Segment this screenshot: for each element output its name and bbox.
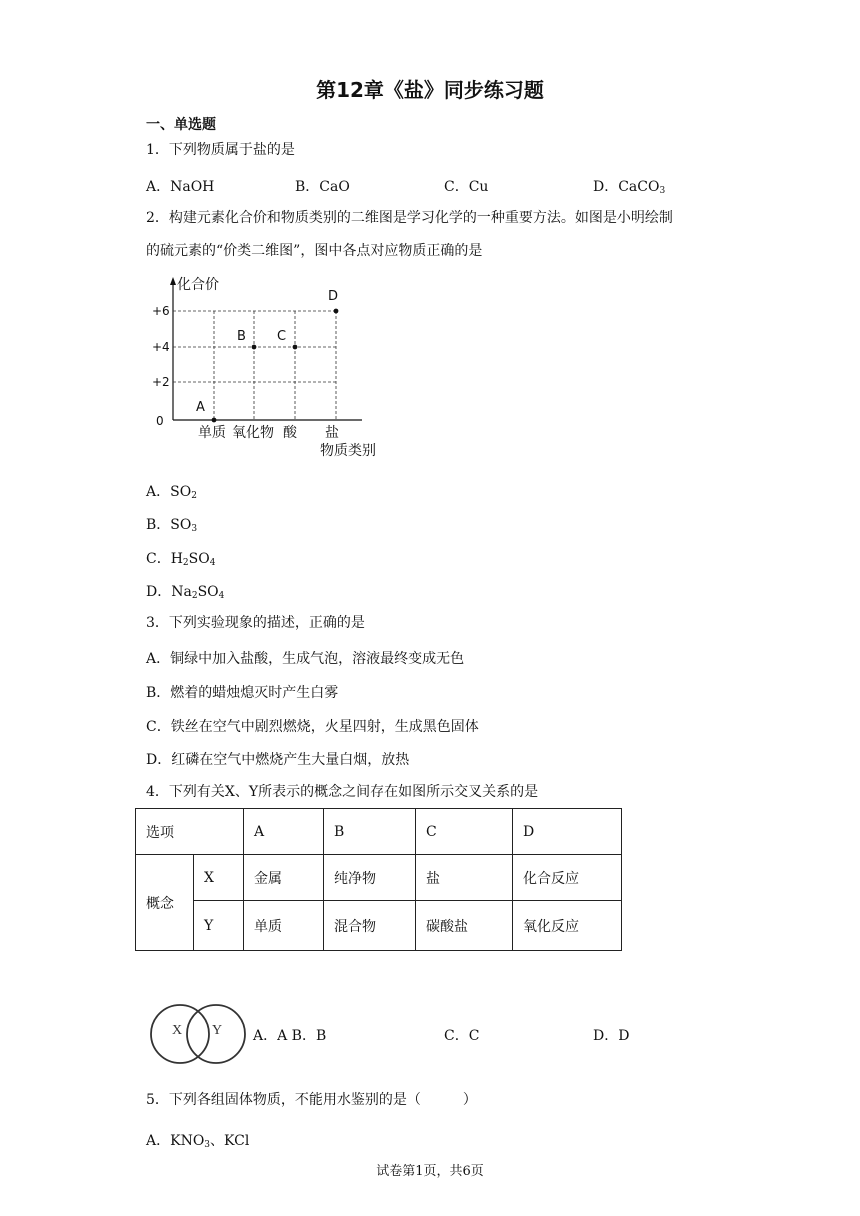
category-acid: 酸 [283, 425, 297, 441]
point-a-label: A [196, 400, 205, 415]
q2-option-c: C．$H_2SO_4$ [146, 551, 216, 568]
cell-y-c: 碳酸盐 [416, 901, 513, 951]
question-2-stem-line1: 2．构建元素化合价和物质类别的二维图是学习化学的一种重要方法。如图是小明绘制 [146, 210, 673, 226]
section-heading: 一、单选题 [146, 117, 216, 133]
q4-option-ab: A．A B．B [253, 1028, 327, 1044]
page-footer: 试卷第1页，共6页 [376, 1164, 484, 1179]
y-axis-label: 化合价 [177, 277, 219, 293]
row-x-label: X [194, 855, 244, 901]
point-b-marker [252, 345, 257, 350]
page-title: 第12章《盐》同步练习题 [316, 78, 544, 102]
q4-option-d: D．D [593, 1028, 630, 1044]
q5-option-a: A．$KNO_3$、KCl [146, 1133, 250, 1150]
cell-y-b: 混合物 [324, 901, 416, 951]
q3-option-d: D．红磷在空气中燃烧产生大量白烟，放热 [146, 752, 410, 768]
question-1-stem: 1．下列物质属于盐的是 [146, 142, 295, 158]
venn-canvas [146, 1003, 250, 1065]
cell-x-d: 化合反应 [513, 855, 622, 901]
point-b-label: B [237, 329, 246, 344]
valence-category-graph [140, 268, 400, 468]
header-b: B [324, 809, 416, 855]
table-header-row [136, 809, 622, 855]
header-option: 选项 [136, 809, 244, 855]
q2-option-b: B．$SO_3$ [146, 517, 198, 534]
category-salt: 盐 [325, 425, 339, 441]
concept-table [135, 808, 622, 951]
point-c-label: C [277, 329, 287, 344]
category-oxide: 氧化物 [232, 425, 274, 441]
q2-option-d: D．$Na_2SO_4$ [146, 584, 225, 601]
header-d: D [513, 809, 622, 855]
q1-option-d: D．CaCO$_3$ [593, 179, 666, 196]
x-axis-label: 物质类别 [320, 443, 376, 459]
q4-option-c: C．C [444, 1028, 480, 1044]
y-axis-arrow [170, 277, 176, 285]
table-row-y [136, 901, 622, 951]
point-d-marker [334, 309, 339, 314]
question-4-stem: 4．下列有关X、Y所表示的概念之间存在如图所示交叉关系的是 [146, 784, 539, 800]
row-y-label: Y [194, 901, 244, 951]
cell-x-c: 盐 [416, 855, 513, 901]
y-tick-plus6: +6 [152, 304, 170, 318]
q3-option-c: C．铁丝在空气中剧烈燃烧，火星四射，生成黑色固体 [146, 719, 479, 735]
q3-option-a: A．铜绿中加入盐酸，生成气泡，溶液最终变成无色 [146, 651, 465, 667]
y-tick-0: 0 [156, 414, 164, 428]
header-c: C [416, 809, 513, 855]
venn-label-y: Y [212, 1023, 223, 1038]
cell-x-a: 金属 [244, 855, 324, 901]
y-tick-plus4: +4 [152, 340, 170, 354]
cell-y-a: 单质 [244, 901, 324, 951]
question-5-stem: 5．下列各组固体物质，不能用水鉴别的是（ ） [146, 1092, 477, 1108]
venn-label-x: X [172, 1023, 183, 1038]
q2-option-a: A．$SO_2$ [146, 484, 197, 501]
point-d-label: D [328, 289, 339, 304]
q1-option-c: C．Cu [444, 179, 489, 195]
venn-diagram [146, 1003, 250, 1065]
point-c-marker [293, 345, 298, 350]
q1-option-b: B．CaO [295, 179, 350, 195]
question-2-stem-line2: 的硫元素的“价类二维图”，图中各点对应物质正确的是 [146, 243, 483, 259]
table-row-x [136, 855, 622, 901]
cell-x-b: 纯净物 [324, 855, 416, 901]
q3-option-b: B．燃着的蜡烛熄灭时产生白雾 [146, 685, 339, 701]
question-3-stem: 3．下列实验现象的描述，正确的是 [146, 615, 365, 631]
cell-y-d: 氧化反应 [513, 901, 622, 951]
q1-option-a: A．NaOH [146, 179, 215, 195]
y-tick-plus2: +2 [152, 375, 170, 389]
header-a: A [244, 809, 324, 855]
category-elemental: 单质 [198, 425, 226, 441]
concept-label: 概念 [136, 855, 194, 951]
